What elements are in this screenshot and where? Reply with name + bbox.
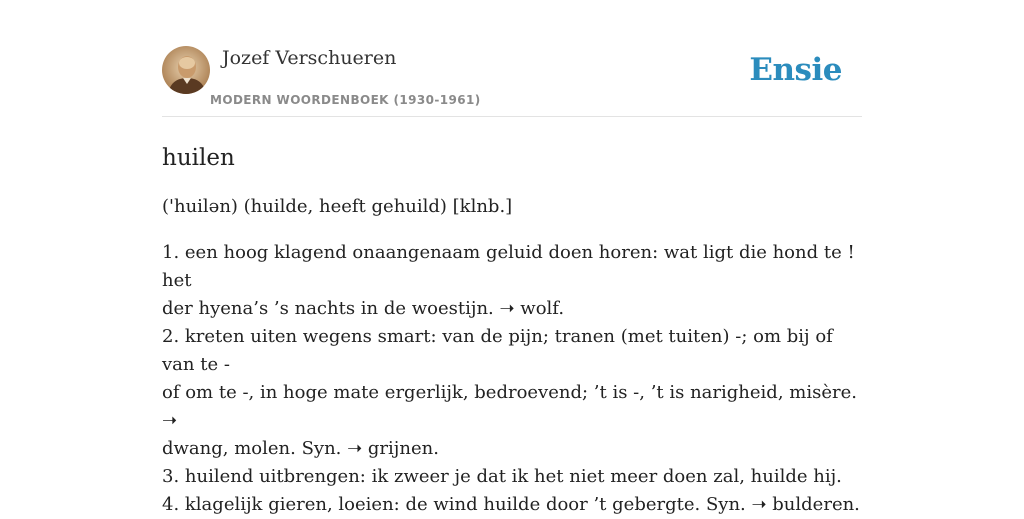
headword: huilen <box>162 145 235 171</box>
definitions <box>162 239 862 519</box>
author-name[interactable]: Jozef Verschueren <box>222 47 397 69</box>
source-label[interactable]: MODERN WOORDENBOEK (1930-1961) <box>210 93 481 107</box>
entry-card <box>162 46 862 519</box>
definition-line: 1. een hoog klagend onaangenaam geluid doen horen: wat ligt die hond te ! het <box>162 242 855 291</box>
author-portrait-icon <box>162 46 210 94</box>
definition-line: 4. klagelijk gieren, loeien: de wind huilde door ’t gebergte. Syn. ➝ bulderen. <box>162 494 860 515</box>
author-avatar[interactable] <box>162 46 210 94</box>
entry-header <box>162 46 862 117</box>
definition-line: of om te -, in hoge mate ergerlijk, bedroevend; ’t is -, ’t is narigheid, misère. ➝ <box>162 382 857 431</box>
brand-logo[interactable]: Ensie <box>749 52 842 88</box>
definition-line: 3. huilend uitbrengen: ik zweer je dat ik het niet meer doen zal, huilde hij. <box>162 466 842 487</box>
definition-line: der hyena’s ’s nachts in de woestijn. ➝ wolf. <box>162 298 565 319</box>
definition-line: 2. kreten uiten wegens smart: van de pijn; tranen (met tuiten) -; om bij of van te - <box>162 326 833 375</box>
definition-line: dwang, molen. Syn. ➝ grijnen. <box>162 438 439 459</box>
pronunciation: ('huilən) (huilde, heeft gehuild) [klnb.] <box>162 196 513 217</box>
